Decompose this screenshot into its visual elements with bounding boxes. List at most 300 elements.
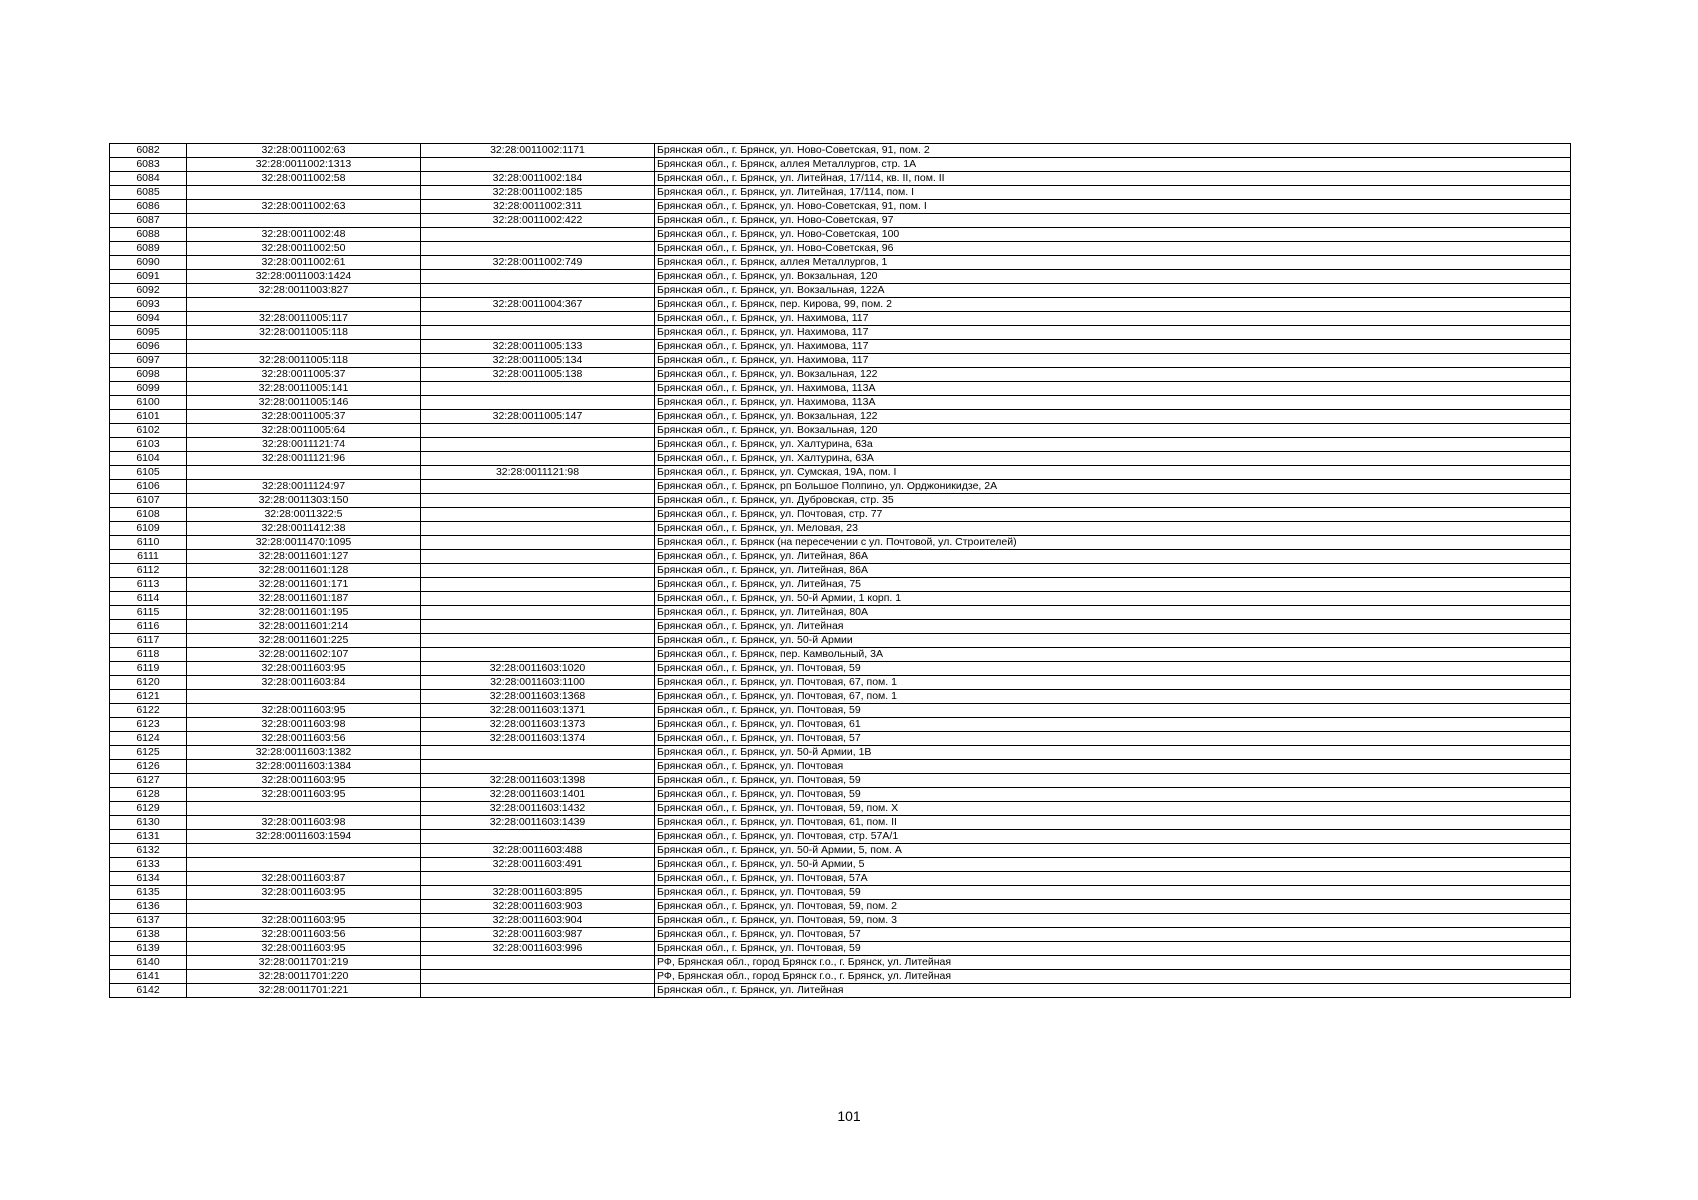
- cadastral-number-cell: [187, 900, 421, 914]
- table-row: [110, 718, 1571, 732]
- row-number-cell: 6129: [110, 802, 187, 816]
- related-cadastral-number-cell: [421, 830, 655, 844]
- address-cell: Брянская обл., г. Брянск, ул. Почтовая, стр. 77: [655, 508, 1571, 522]
- table-row: [110, 886, 1571, 900]
- cadastral-number-cell: 32:28:0011002:1313: [187, 158, 421, 172]
- table-row: [110, 648, 1571, 662]
- row-number-cell: 6131: [110, 830, 187, 844]
- related-cadastral-number-cell: 32:28:0011004:367: [421, 298, 655, 312]
- row-number-cell: 6121: [110, 690, 187, 704]
- cadastral-number-cell: 32:28:0011002:63: [187, 144, 421, 158]
- row-number-cell: 6114: [110, 592, 187, 606]
- table-row: [110, 368, 1571, 382]
- related-cadastral-number-cell: [421, 242, 655, 256]
- cadastral-number-cell: 32:28:0011701:220: [187, 970, 421, 984]
- row-number-cell: 6122: [110, 704, 187, 718]
- address-cell: Брянская обл., г. Брянск, ул. 50-й Армии, 5, пом. А: [655, 844, 1571, 858]
- address-cell: Брянская обл., г. Брянск, ул. Меловая, 23: [655, 522, 1571, 536]
- table-row: [110, 690, 1571, 704]
- table-row: [110, 606, 1571, 620]
- table-row: [110, 914, 1571, 928]
- address-cell: РФ, Брянская обл., город Брянск г.о., г. Брянск, ул. Литейная: [655, 970, 1571, 984]
- row-number-cell: 6113: [110, 578, 187, 592]
- table-row: [110, 424, 1571, 438]
- address-cell: Брянская обл., г. Брянск, ул. Почтовая, 59, пом. 3: [655, 914, 1571, 928]
- cadastral-number-cell: 32:28:0011603:87: [187, 872, 421, 886]
- address-cell: Брянская обл., г. Брянск, ул. Почтовая, 59: [655, 942, 1571, 956]
- cadastral-number-cell: 32:28:0011603:98: [187, 718, 421, 732]
- cadastral-number-cell: 32:28:0011003:1424: [187, 270, 421, 284]
- row-number-cell: 6133: [110, 858, 187, 872]
- cadastral-number-cell: 32:28:0011005:141: [187, 382, 421, 396]
- table-row: [110, 144, 1571, 158]
- cadastral-number-cell: 32:28:0011005:146: [187, 396, 421, 410]
- table-row: [110, 802, 1571, 816]
- row-number-cell: 6085: [110, 186, 187, 200]
- table-row: [110, 536, 1571, 550]
- cadastral-number-cell: 32:28:0011322:5: [187, 508, 421, 522]
- table-row: [110, 774, 1571, 788]
- row-number-cell: 6135: [110, 886, 187, 900]
- related-cadastral-number-cell: 32:28:0011603:1368: [421, 690, 655, 704]
- row-number-cell: 6090: [110, 256, 187, 270]
- cadastral-number-cell: [187, 214, 421, 228]
- table-row: [110, 326, 1571, 340]
- cadastral-number-cell: [187, 466, 421, 480]
- related-cadastral-number-cell: [421, 508, 655, 522]
- cadastral-number-cell: 32:28:0011603:84: [187, 676, 421, 690]
- table-row: [110, 900, 1571, 914]
- address-cell: Брянская обл., г. Брянск, ул. Литейная, 17/114, кв. II, пом. II: [655, 172, 1571, 186]
- cadastral-number-cell: 32:28:0011002:63: [187, 200, 421, 214]
- table-row: [110, 284, 1571, 298]
- address-cell: Брянская обл., г. Брянск, ул. Нахимова, 113А: [655, 396, 1571, 410]
- row-number-cell: 6103: [110, 438, 187, 452]
- address-cell: Брянская обл., г. Брянск, ул. Почтовая: [655, 760, 1571, 774]
- address-cell: Брянская обл., г. Брянск, ул. Ново-Советская, 96: [655, 242, 1571, 256]
- related-cadastral-number-cell: 32:28:0011603:488: [421, 844, 655, 858]
- address-cell: Брянская обл., г. Брянск, ул. Халтурина, 63А: [655, 452, 1571, 466]
- row-number-cell: 6092: [110, 284, 187, 298]
- address-cell: Брянская обл., г. Брянск, ул. Ново-Советская, 97: [655, 214, 1571, 228]
- address-cell: Брянская обл., г. Брянск, ул. Литейная, 80А: [655, 606, 1571, 620]
- row-number-cell: 6115: [110, 606, 187, 620]
- address-cell: Брянская обл., г. Брянск, ул. Почтовая, 57: [655, 732, 1571, 746]
- cadastral-number-cell: 32:28:0011603:1384: [187, 760, 421, 774]
- cadastral-table: [109, 143, 1571, 998]
- row-number-cell: 6097: [110, 354, 187, 368]
- related-cadastral-number-cell: [421, 494, 655, 508]
- table-row: [110, 242, 1571, 256]
- address-cell: Брянская обл., г. Брянск, ул. 50-й Армии, 5: [655, 858, 1571, 872]
- row-number-cell: 6106: [110, 480, 187, 494]
- related-cadastral-number-cell: 32:28:0011002:311: [421, 200, 655, 214]
- cadastral-number-cell: [187, 690, 421, 704]
- row-number-cell: 6105: [110, 466, 187, 480]
- address-cell: Брянская обл., г. Брянск (на пересечении с ул. Почтовой, ул. Строителей): [655, 536, 1571, 550]
- cadastral-number-cell: 32:28:0011603:56: [187, 928, 421, 942]
- related-cadastral-number-cell: [421, 550, 655, 564]
- table-row: [110, 312, 1571, 326]
- cadastral-number-cell: 32:28:0011601:187: [187, 592, 421, 606]
- address-cell: Брянская обл., г. Брянск, ул. 50-й Армии, 1В: [655, 746, 1571, 760]
- table-row: [110, 214, 1571, 228]
- table-row: [110, 578, 1571, 592]
- cadastral-number-cell: [187, 844, 421, 858]
- table-row: [110, 452, 1571, 466]
- address-cell: Брянская обл., г. Брянск, пер. Кирова, 99, пом. 2: [655, 298, 1571, 312]
- related-cadastral-number-cell: [421, 746, 655, 760]
- table-row: [110, 928, 1571, 942]
- cadastral-number-cell: 32:28:0011602:107: [187, 648, 421, 662]
- row-number-cell: 6123: [110, 718, 187, 732]
- related-cadastral-number-cell: [421, 872, 655, 886]
- address-cell: Брянская обл., г. Брянск, ул. Литейная: [655, 984, 1571, 998]
- address-cell: Брянская обл., г. Брянск, ул. Дубровская, стр. 35: [655, 494, 1571, 508]
- row-number-cell: 6104: [110, 452, 187, 466]
- cadastral-number-cell: 32:28:0011601:127: [187, 550, 421, 564]
- row-number-cell: 6095: [110, 326, 187, 340]
- cadastral-number-cell: 32:28:0011603:95: [187, 774, 421, 788]
- address-cell: Брянская обл., г. Брянск, ул. Почтовая, 57: [655, 928, 1571, 942]
- table-row: [110, 788, 1571, 802]
- related-cadastral-number-cell: 32:28:0011603:1401: [421, 788, 655, 802]
- related-cadastral-number-cell: 32:28:0011005:138: [421, 368, 655, 382]
- cadastral-number-cell: 32:28:0011005:118: [187, 326, 421, 340]
- row-number-cell: 6126: [110, 760, 187, 774]
- row-number-cell: 6112: [110, 564, 187, 578]
- related-cadastral-number-cell: 32:28:0011603:895: [421, 886, 655, 900]
- related-cadastral-number-cell: 32:28:0011603:987: [421, 928, 655, 942]
- address-cell: Брянская обл., г. Брянск, ул. Нахимова, 117: [655, 340, 1571, 354]
- row-number-cell: 6089: [110, 242, 187, 256]
- cadastral-number-cell: 32:28:0011601:128: [187, 564, 421, 578]
- address-cell: Брянская обл., г. Брянск, ул. Литейная, 17/114, пом. I: [655, 186, 1571, 200]
- related-cadastral-number-cell: [421, 424, 655, 438]
- table-row: [110, 956, 1571, 970]
- table-row: [110, 676, 1571, 690]
- address-cell: Брянская обл., г. Брянск, ул. Вокзальная, 122: [655, 410, 1571, 424]
- row-number-cell: 6120: [110, 676, 187, 690]
- row-number-cell: 6083: [110, 158, 187, 172]
- cadastral-number-cell: 32:28:0011002:61: [187, 256, 421, 270]
- table-row: [110, 480, 1571, 494]
- address-cell: Брянская обл., г. Брянск, ул. Почтовая, стр. 57А/1: [655, 830, 1571, 844]
- related-cadastral-number-cell: [421, 760, 655, 774]
- row-number-cell: 6117: [110, 634, 187, 648]
- related-cadastral-number-cell: 32:28:0011002:1171: [421, 144, 655, 158]
- address-cell: Брянская обл., г. Брянск, ул. Ново-Советская, 91, пом. I: [655, 200, 1571, 214]
- related-cadastral-number-cell: [421, 480, 655, 494]
- related-cadastral-number-cell: 32:28:0011603:996: [421, 942, 655, 956]
- cadastral-number-cell: 32:28:0011005:64: [187, 424, 421, 438]
- row-number-cell: 6088: [110, 228, 187, 242]
- related-cadastral-number-cell: [421, 956, 655, 970]
- related-cadastral-number-cell: [421, 564, 655, 578]
- row-number-cell: 6100: [110, 396, 187, 410]
- cadastral-number-cell: 32:28:0011002:50: [187, 242, 421, 256]
- related-cadastral-number-cell: 32:28:0011005:134: [421, 354, 655, 368]
- row-number-cell: 6096: [110, 340, 187, 354]
- address-cell: Брянская обл., г. Брянск, ул. Литейная: [655, 620, 1571, 634]
- related-cadastral-number-cell: [421, 326, 655, 340]
- row-number-cell: 6109: [110, 522, 187, 536]
- address-cell: Брянская обл., г. Брянск, ул. Вокзальная, 120: [655, 270, 1571, 284]
- cadastral-number-cell: 32:28:0011470:1095: [187, 536, 421, 550]
- related-cadastral-number-cell: [421, 578, 655, 592]
- cadastral-number-cell: 32:28:0011701:221: [187, 984, 421, 998]
- related-cadastral-number-cell: [421, 228, 655, 242]
- related-cadastral-number-cell: [421, 970, 655, 984]
- cadastral-number-cell: 32:28:0011603:95: [187, 942, 421, 956]
- table-row: [110, 970, 1571, 984]
- row-number-cell: 6124: [110, 732, 187, 746]
- table-row: [110, 844, 1571, 858]
- related-cadastral-number-cell: 32:28:0011603:1020: [421, 662, 655, 676]
- cadastral-number-cell: 32:28:0011005:37: [187, 368, 421, 382]
- address-cell: Брянская обл., г. Брянск, ул. Почтовая, 59: [655, 774, 1571, 788]
- table-row: [110, 158, 1571, 172]
- related-cadastral-number-cell: [421, 592, 655, 606]
- cadastral-number-cell: 32:28:0011603:56: [187, 732, 421, 746]
- row-number-cell: 6127: [110, 774, 187, 788]
- related-cadastral-number-cell: 32:28:0011603:903: [421, 900, 655, 914]
- row-number-cell: 6087: [110, 214, 187, 228]
- cadastral-number-cell: 32:28:0011603:98: [187, 816, 421, 830]
- cadastral-number-cell: 32:28:0011002:48: [187, 228, 421, 242]
- table-row: [110, 592, 1571, 606]
- address-cell: Брянская обл., г. Брянск, ул. Почтовая, 59: [655, 662, 1571, 676]
- table-row: [110, 396, 1571, 410]
- table-row: [110, 382, 1571, 396]
- table-body: [110, 144, 1571, 998]
- row-number-cell: 6101: [110, 410, 187, 424]
- address-cell: Брянская обл., г. Брянск, ул. Нахимова, 117: [655, 354, 1571, 368]
- related-cadastral-number-cell: 32:28:0011002:185: [421, 186, 655, 200]
- row-number-cell: 6111: [110, 550, 187, 564]
- related-cadastral-number-cell: 32:28:0011121:98: [421, 466, 655, 480]
- related-cadastral-number-cell: [421, 648, 655, 662]
- table-row: [110, 634, 1571, 648]
- row-number-cell: 6134: [110, 872, 187, 886]
- table-row: [110, 494, 1571, 508]
- address-cell: Брянская обл., г. Брянск, ул. Почтовая, 59: [655, 704, 1571, 718]
- cadastral-number-cell: 32:28:0011603:95: [187, 788, 421, 802]
- cadastral-number-cell: [187, 858, 421, 872]
- related-cadastral-number-cell: 32:28:0011603:1439: [421, 816, 655, 830]
- cadastral-number-cell: 32:28:0011303:150: [187, 494, 421, 508]
- row-number-cell: 6128: [110, 788, 187, 802]
- address-cell: Брянская обл., г. Брянск, ул. Халтурина, 63а: [655, 438, 1571, 452]
- address-cell: Брянская обл., г. Брянск, пер. Камвольный, 3А: [655, 648, 1571, 662]
- cadastral-number-cell: 32:28:0011005:117: [187, 312, 421, 326]
- cadastral-number-cell: 32:28:0011121:74: [187, 438, 421, 452]
- table-row: [110, 522, 1571, 536]
- table-row: [110, 620, 1571, 634]
- address-cell: Брянская обл., г. Брянск, ул. Литейная, 75: [655, 578, 1571, 592]
- table-row: [110, 354, 1571, 368]
- address-cell: Брянская обл., г. Брянск, ул. Литейная, 86А: [655, 550, 1571, 564]
- table-row: [110, 256, 1571, 270]
- table-row: [110, 816, 1571, 830]
- row-number-cell: 6082: [110, 144, 187, 158]
- address-cell: Брянская обл., г. Брянск, ул. Сумская, 19А, пом. I: [655, 466, 1571, 480]
- cadastral-number-cell: 32:28:0011124:97: [187, 480, 421, 494]
- cadastral-number-cell: 32:28:0011121:96: [187, 452, 421, 466]
- cadastral-number-cell: 32:28:0011002:58: [187, 172, 421, 186]
- related-cadastral-number-cell: 32:28:0011002:422: [421, 214, 655, 228]
- table-row: [110, 466, 1571, 480]
- table-row: [110, 942, 1571, 956]
- address-cell: Брянская обл., г. Брянск, ул. Вокзальная, 120: [655, 424, 1571, 438]
- cadastral-number-cell: [187, 340, 421, 354]
- related-cadastral-number-cell: [421, 606, 655, 620]
- cadastral-number-cell: 32:28:0011601:214: [187, 620, 421, 634]
- row-number-cell: 6108: [110, 508, 187, 522]
- address-cell: Брянская обл., г. Брянск, ул. Почтовая, 59: [655, 886, 1571, 900]
- related-cadastral-number-cell: 32:28:0011005:147: [421, 410, 655, 424]
- cadastral-number-cell: 32:28:0011005:118: [187, 354, 421, 368]
- address-cell: Брянская обл., г. Брянск, ул. Почтовая, 59, пом. 2: [655, 900, 1571, 914]
- cadastral-number-cell: 32:28:0011601:171: [187, 578, 421, 592]
- row-number-cell: 6098: [110, 368, 187, 382]
- table-row: [110, 760, 1571, 774]
- cadastral-number-cell: 32:28:0011603:95: [187, 662, 421, 676]
- row-number-cell: 6140: [110, 956, 187, 970]
- row-number-cell: 6130: [110, 816, 187, 830]
- row-number-cell: 6102: [110, 424, 187, 438]
- table-row: [110, 298, 1571, 312]
- row-number-cell: 6136: [110, 900, 187, 914]
- table-row: [110, 270, 1571, 284]
- table-row: [110, 704, 1571, 718]
- address-cell: Брянская обл., г. Брянск, ул. Нахимова, 117: [655, 312, 1571, 326]
- table-row: [110, 732, 1571, 746]
- related-cadastral-number-cell: 32:28:0011002:749: [421, 256, 655, 270]
- table-row: [110, 438, 1571, 452]
- row-number-cell: 6107: [110, 494, 187, 508]
- table-row: [110, 200, 1571, 214]
- table-row: [110, 872, 1571, 886]
- cadastral-number-cell: 32:28:0011601:225: [187, 634, 421, 648]
- address-cell: Брянская обл., г. Брянск, ул. Почтовая, 57А: [655, 872, 1571, 886]
- row-number-cell: 6132: [110, 844, 187, 858]
- table-row: [110, 564, 1571, 578]
- related-cadastral-number-cell: [421, 620, 655, 634]
- cadastral-number-cell: 32:28:0011412:38: [187, 522, 421, 536]
- table-row: [110, 410, 1571, 424]
- related-cadastral-number-cell: [421, 536, 655, 550]
- address-cell: Брянская обл., г. Брянск, аллея Металлургов, стр. 1А: [655, 158, 1571, 172]
- address-cell: Брянская обл., г. Брянск, ул. Почтовая, 61, пом. II: [655, 816, 1571, 830]
- cadastral-number-cell: 32:28:0011005:37: [187, 410, 421, 424]
- address-cell: Брянская обл., г. Брянск, ул. Почтовая, 59, пом. X: [655, 802, 1571, 816]
- related-cadastral-number-cell: [421, 284, 655, 298]
- row-number-cell: 6099: [110, 382, 187, 396]
- row-number-cell: 6142: [110, 984, 187, 998]
- related-cadastral-number-cell: 32:28:0011603:1373: [421, 718, 655, 732]
- address-cell: Брянская обл., г. Брянск, ул. Нахимова, 113А: [655, 382, 1571, 396]
- related-cadastral-number-cell: 32:28:0011002:184: [421, 172, 655, 186]
- row-number-cell: 6093: [110, 298, 187, 312]
- related-cadastral-number-cell: [421, 312, 655, 326]
- table-row: [110, 550, 1571, 564]
- address-cell: Брянская обл., г. Брянск, ул. Почтовая, 59: [655, 788, 1571, 802]
- related-cadastral-number-cell: [421, 522, 655, 536]
- address-cell: Брянская обл., г. Брянск, рп Большое Полпино, ул. Орджоникидзе, 2А: [655, 480, 1571, 494]
- cadastral-number-cell: 32:28:0011601:195: [187, 606, 421, 620]
- table-row: [110, 172, 1571, 186]
- address-cell: РФ, Брянская обл., город Брянск г.о., г. Брянск, ул. Литейная: [655, 956, 1571, 970]
- related-cadastral-number-cell: [421, 984, 655, 998]
- cadastral-number-cell: 32:28:0011603:95: [187, 704, 421, 718]
- address-cell: Брянская обл., г. Брянск, ул. Почтовая, 67, пом. 1: [655, 690, 1571, 704]
- related-cadastral-number-cell: [421, 158, 655, 172]
- row-number-cell: 6138: [110, 928, 187, 942]
- row-number-cell: 6084: [110, 172, 187, 186]
- row-number-cell: 6094: [110, 312, 187, 326]
- table-row: [110, 662, 1571, 676]
- row-number-cell: 6125: [110, 746, 187, 760]
- table-row: [110, 228, 1571, 242]
- related-cadastral-number-cell: 32:28:0011603:1398: [421, 774, 655, 788]
- cadastral-number-cell: 32:28:0011603:95: [187, 886, 421, 900]
- cadastral-number-cell: 32:28:0011603:1594: [187, 830, 421, 844]
- row-number-cell: 6091: [110, 270, 187, 284]
- table-row: [110, 830, 1571, 844]
- cadastral-number-cell: 32:28:0011603:1382: [187, 746, 421, 760]
- related-cadastral-number-cell: 32:28:0011603:1432: [421, 802, 655, 816]
- row-number-cell: 6086: [110, 200, 187, 214]
- related-cadastral-number-cell: 32:28:0011603:491: [421, 858, 655, 872]
- related-cadastral-number-cell: 32:28:0011603:904: [421, 914, 655, 928]
- cadastral-number-cell: [187, 186, 421, 200]
- address-cell: Брянская обл., г. Брянск, ул. Ново-Советская, 100: [655, 228, 1571, 242]
- address-cell: Брянская обл., г. Брянск, ул. Почтовая, 67, пом. 1: [655, 676, 1571, 690]
- row-number-cell: 6116: [110, 620, 187, 634]
- table-row: [110, 186, 1571, 200]
- table-row: [110, 340, 1571, 354]
- cadastral-number-cell: 32:28:0011603:95: [187, 914, 421, 928]
- row-number-cell: 6110: [110, 536, 187, 550]
- related-cadastral-number-cell: [421, 452, 655, 466]
- address-cell: Брянская обл., г. Брянск, ул. Литейная, 86А: [655, 564, 1571, 578]
- cadastral-number-cell: [187, 298, 421, 312]
- related-cadastral-number-cell: 32:28:0011005:133: [421, 340, 655, 354]
- row-number-cell: 6118: [110, 648, 187, 662]
- page-number: 101: [837, 1108, 861, 1124]
- address-cell: Брянская обл., г. Брянск, ул. Вокзальная, 122А: [655, 284, 1571, 298]
- related-cadastral-number-cell: 32:28:0011603:1371: [421, 704, 655, 718]
- address-cell: Брянская обл., г. Брянск, ул. Почтовая, 61: [655, 718, 1571, 732]
- table-row: [110, 508, 1571, 522]
- related-cadastral-number-cell: [421, 382, 655, 396]
- address-cell: Брянская обл., г. Брянск, ул. Вокзальная, 122: [655, 368, 1571, 382]
- related-cadastral-number-cell: [421, 396, 655, 410]
- cadastral-number-cell: [187, 802, 421, 816]
- address-cell: Брянская обл., г. Брянск, ул. 50-й Армии: [655, 634, 1571, 648]
- table-row: [110, 984, 1571, 998]
- related-cadastral-number-cell: 32:28:0011603:1100: [421, 676, 655, 690]
- related-cadastral-number-cell: [421, 438, 655, 452]
- row-number-cell: 6119: [110, 662, 187, 676]
- cadastral-number-cell: 32:28:0011701:219: [187, 956, 421, 970]
- address-cell: Брянская обл., г. Брянск, ул. Нахимова, 117: [655, 326, 1571, 340]
- row-number-cell: 6141: [110, 970, 187, 984]
- table-row: [110, 858, 1571, 872]
- related-cadastral-number-cell: 32:28:0011603:1374: [421, 732, 655, 746]
- address-cell: Брянская обл., г. Брянск, ул. 50-й Армии, 1 корп. 1: [655, 592, 1571, 606]
